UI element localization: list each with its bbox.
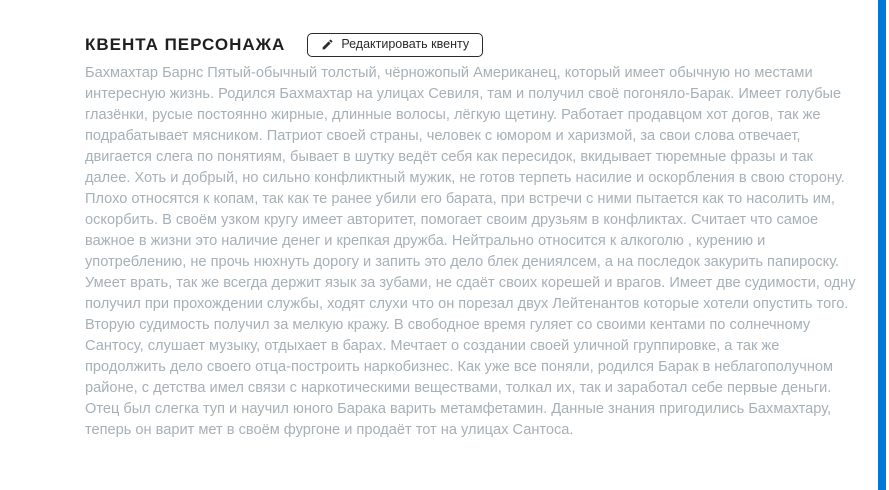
pencil-icon <box>321 38 334 51</box>
scrollbar-thumb[interactable] <box>878 0 886 490</box>
quest-header <box>85 33 483 57</box>
edit-quest-button[interactable] <box>307 33 483 57</box>
edit-quest-button-label: Редактировать квенту <box>341 37 470 52</box>
page-title: КВЕНТА ПЕРСОНАЖА <box>85 35 286 54</box>
quest-description-text: Бахмахтар Барнс Пятый-обычный толстый, чёрножопый Американец, который имеет обычную но местами интересную жизнь. Родился Бахмахтар на улицах Севиля, там и получил своё погоняло-Барак. Имеет голубые глазёнки, русые постоянно жирные, длинные волосы, лёгкую щетину. Работает продавцом хот догов, так же подрабатывает мясником. Патриот своей страны, человек с юмором и харизмой, за свои слова отвечает, двигается слега по понятиям, бывает в шутку ведёт себя как пересидок, вкидывает тюремные фразы и так далее. Хоть и добрый, но сильно конфликтный мужик, не готов терпеть насилие и оскорбления в свою сторону. Плохо относятся к копам, так как те ранее убили его барата, при встречи с ними пытается как то насолить им, оскорбить. В своём узком кругу имеет авторитет, помогает своим друзьям в конфликтах. Считает что самое важное в жизни это наличие денег и крепкая дружба. Нейтрально относится к алкоголю , курению и употреблению, не прочь нюхнуть дорогу и запить это дело блек дениялсем, а на последок закурить папироску. Умеет врать, так же всегда держит язык за зубами, не сдаёт своих корешей и врагов. Имеет две судимости, одну получил при прохождении службы, ходят слухи что он порезал двух Лейтенантов которые хотели опустить того. Вторую судимость получил за мелкую кражу. В свободное время гуляет со своими кентами по солнечному Сантосу, слушает музыку, отдыхает в барах. Мечтает о создании своей уличной группировке, а так же продолжить дело своего отца-построить наркобизнес. Как уже все поняли, родился Барак в неблагополучном районе, с детства имел связи с наркотическими веществами, толкал их, так и заработал себе первые деньги. Отец был слегка туп и научил юного Барака варить метамфетамин. Данные знания пригодились Бахмахтару, теперь он варит мет в своём фургоне и продаёт тот на улицах Сантоса. <box>85 65 856 438</box>
scrollbar-track <box>878 0 889 490</box>
